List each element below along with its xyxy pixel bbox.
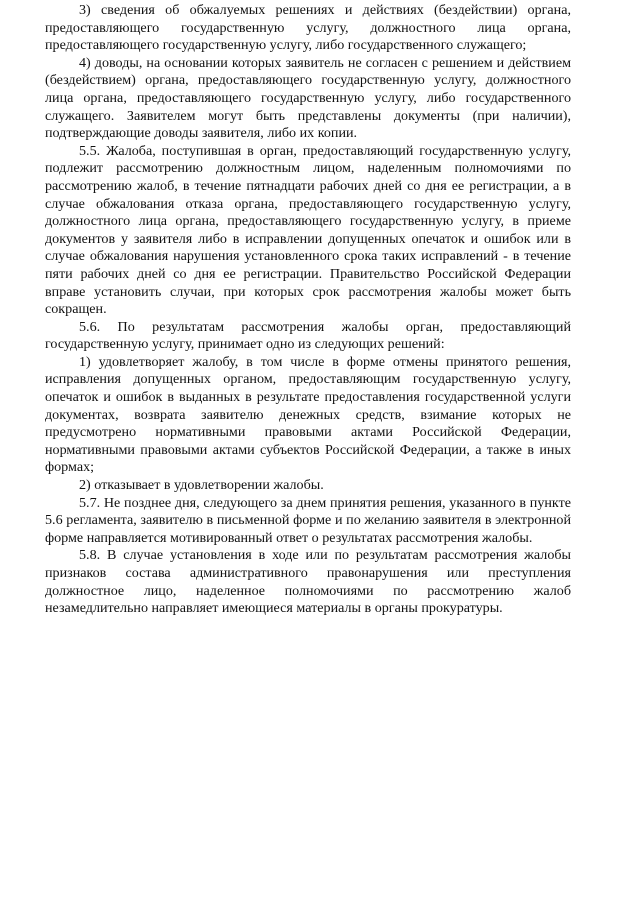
paragraph-5-7: 5.7. Не позднее дня, следующего за днем принятия решения, указанного в пункте 5.6 регламента, заявителю в письменной форме и по желанию заявителя в электронной форме направляется мотивированный ответ о результатах рассмотрения жалобы. — [45, 494, 571, 546]
document-page — [45, 0, 571, 618]
paragraph-item-3: 3) сведения об обжалуемых решениях и действиях (бездействии) органа, предоставляющего государственную услугу, должностного лица органа, предоставляющего государственную услугу, либо государственного служащего; — [45, 2, 571, 54]
paragraph-5-5: 5.5. Жалоба, поступившая в орган, предоставляющий государственную услугу, подлежит рассмотрению должностным лицом, наделенным полномочиями по рассмотрению жалоб, в течение пятнадцати рабочих дней со дня ее регистрации, а в случае обжалования отказа органа, предоставляющего государственную услугу, должностного лица органа, предоставляющего государственную услугу, в приеме документов у заявителя либо в исправлении допущенных опечаток и ошибок или в случае обжалования нарушения установленного срока таких исправлений - в течение пяти рабочих дней со дня ее регистрации. Правительство Российской Федерации вправе установить случаи, при которых срок рассмотрения жалобы может быть сокращен. — [45, 142, 571, 318]
paragraph-decision-1: 1) удовлетворяет жалобу, в том числе в форме отмены принятого решения, исправления допущенных органом, предоставляющим государственную услугу, опечаток и ошибок в выданных в результате предоставления государственной услуги документах, возврата заявителю денежных средств, взимание которых не предусмотрено нормативными правовыми актами Российской Федерации, нормативными правовыми актами субъектов Российской Федерации, а также в иных формах; — [45, 353, 571, 476]
paragraph-item-4: 4) доводы, на основании которых заявитель не согласен с решением и действием (бездействием) органа, предоставляющего государственную услугу, должностного лица органа, предоставляющего государственную услугу, либо государственного служащего. Заявителем могут быть представлены документы (при наличии), подтверждающие доводы заявителя, либо их копии. — [45, 54, 571, 142]
paragraph-decision-2: 2) отказывает в удовлетворении жалобы. — [79, 477, 324, 494]
paragraph-5-8: 5.8. В случае установления в ходе или по результатам рассмотрения жалобы признаков состава административного правонарушения или преступления должностное лицо, наделенное полномочиями по рассмотрению жалоб незамедлительно направляет имеющиеся материалы в органы прокуратуры. — [45, 547, 571, 617]
paragraph-5-6: 5.6. По результатам рассмотрения жалобы орган, предоставляющий государственную услугу, принимает одно из следующих решений: — [45, 318, 571, 353]
